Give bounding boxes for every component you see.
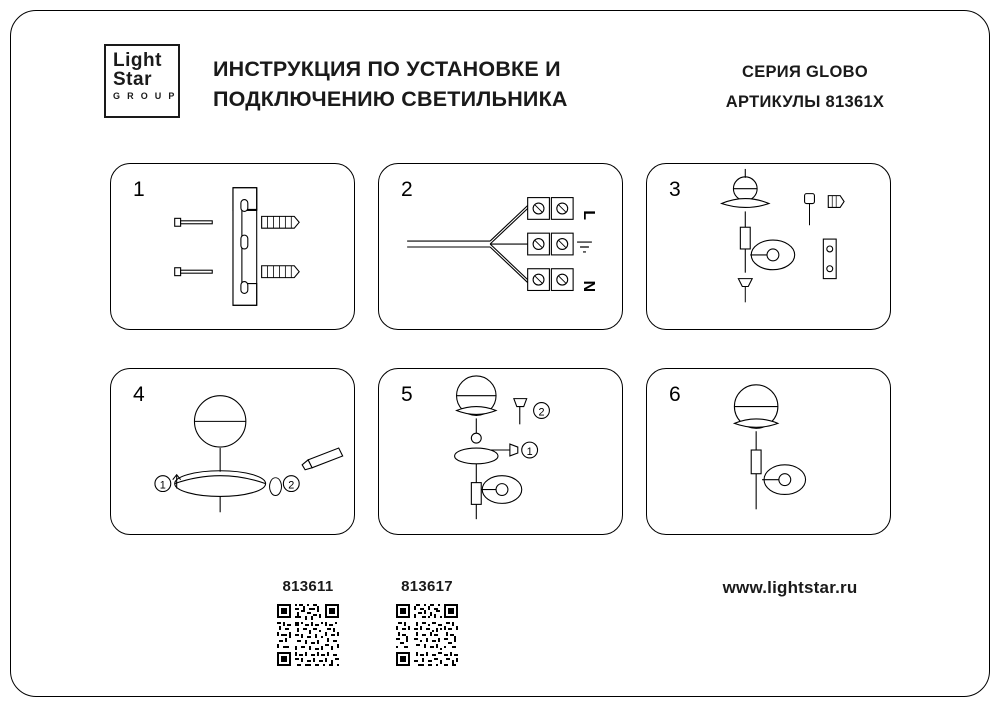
- step-number-5: 5: [401, 383, 413, 406]
- qr-label-813617: 813617: [401, 578, 453, 595]
- logo-line-2: Star: [113, 69, 152, 90]
- logo-line-3: G R O U P: [113, 91, 177, 101]
- series-name: СЕРИЯ GLOBO: [741, 63, 869, 81]
- step-number-6: 6: [669, 383, 681, 406]
- step-number-3: 3: [669, 178, 681, 201]
- step-panel-5: [378, 368, 623, 535]
- callout-2-label: 2: [288, 479, 295, 492]
- series-info: [640, 57, 970, 117]
- qr-code-813617: [396, 604, 458, 666]
- article-number: АРТИКУЛЫ 81361X: [725, 93, 885, 111]
- qr-block-813617: [366, 578, 488, 666]
- step-6-illustration: [647, 369, 890, 534]
- callout-2-label: 2: [538, 406, 545, 419]
- step-number-4: 4: [133, 383, 145, 406]
- step-panel-3: [646, 163, 891, 330]
- brand-logo: [104, 44, 180, 118]
- terminal-label-N: N: [579, 280, 597, 293]
- page-title-line-2: ПОДКЛЮЧЕНИЮ СВЕТИЛЬНИКА: [213, 87, 568, 111]
- step-3-illustration: [647, 164, 890, 329]
- terminal-label-L: L: [579, 210, 597, 221]
- header: [0, 0, 1000, 140]
- callout-1: [155, 475, 181, 492]
- qr-block-813611: [247, 578, 369, 666]
- step-panel-1: [110, 163, 355, 330]
- logo-line-1: Light: [113, 50, 162, 71]
- step-4-illustration: [111, 369, 354, 534]
- step-panel-6: [646, 368, 891, 535]
- step-number-2: 2: [401, 178, 413, 201]
- callout-2: [270, 476, 300, 496]
- page-title: [213, 54, 633, 114]
- qr-code-813611: [277, 604, 339, 666]
- step-2-illustration: [379, 164, 622, 329]
- step-1-illustration: [111, 164, 354, 329]
- step-number-1: 1: [133, 178, 145, 201]
- qr-label-813611: 813611: [282, 578, 334, 595]
- step-5-illustration: [379, 369, 622, 534]
- step-panel-4: [110, 368, 355, 535]
- callout-1-label: 1: [159, 479, 166, 492]
- website-url[interactable]: www.lightstar.ru: [722, 578, 858, 597]
- step-panel-2: [378, 163, 623, 330]
- callout-1-label: 1: [526, 445, 533, 458]
- page-title-line-1: ИНСТРУКЦИЯ ПО УСТАНОВКЕ И: [213, 57, 561, 81]
